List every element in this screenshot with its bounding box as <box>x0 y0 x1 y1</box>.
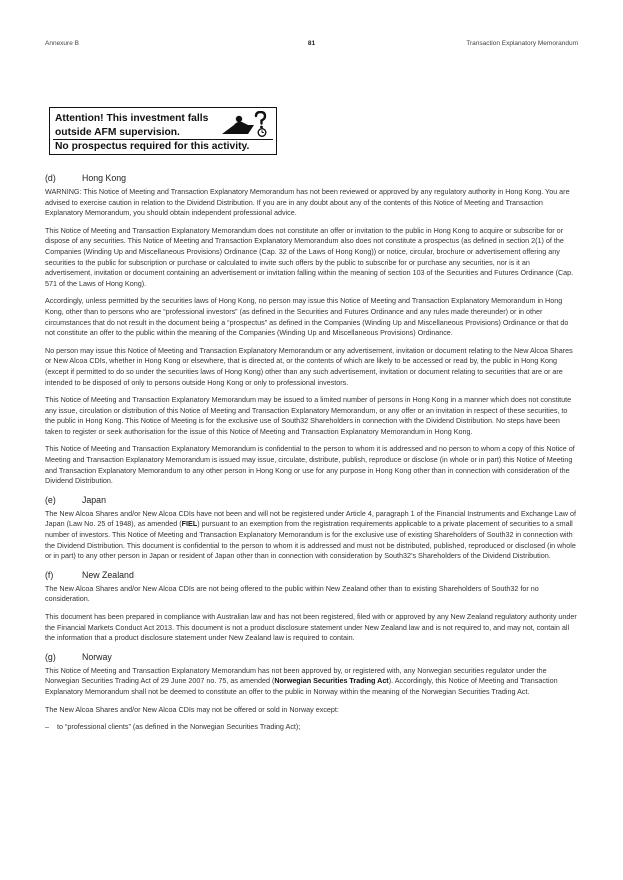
page-number: 81 <box>307 40 316 47</box>
paragraph-text: This Notice of Meeting and Transaction Explanatory Memorandum has not been approved by, or registered with, any Norwegian securities regulator under the Norwegian Securities Trading Act of 29 June 2007 no. 75, as amended ( <box>45 665 547 686</box>
paragraph <box>45 666 578 698</box>
header-annexure-label: Annexure B <box>45 40 79 47</box>
section-heading-new-zealand <box>45 569 578 581</box>
section-title: Japan <box>82 494 106 505</box>
header-document-title: Transaction Explanatory Memorandum <box>466 40 578 47</box>
bullet-dash: – <box>45 722 49 732</box>
section-heading-japan <box>45 494 578 506</box>
section-number: (g) <box>45 651 56 662</box>
paragraph: This document has been prepared in compliance with Australian law and has not been registered, filed with or approved by any New Zealand regulatory authority under the Financial Markets Conduct Act 2013. This document is not a product disclosure statement under New Zealand law and is not required to, and may not, contain all the information that a product disclosure statement under New Zealand law is required to contain. <box>45 612 577 643</box>
paragraph: The New Alcoa Shares and/or New Alcoa CDIs are not being offered to the public within New Zealand other than to existing Shareholders of South32 for no consideration. <box>45 583 539 604</box>
paragraph: WARNING: This Notice of Meeting and Transaction Explanatory Memorandum has not been reviewed or approved by any regulatory authority in Hong Kong. You are advised to exercise caution in relation to the Dividend Distribution. If you are in any doubt about any of the contents of this Notice of Meeting and Transaction Explanatory Memorandum, you should obtain independent professional advice. <box>45 187 570 218</box>
section-heading-hong-kong <box>45 172 578 184</box>
paragraph-text: The New Alcoa Shares and/or New Alcoa CDIs have not been and will not be registered under Article 4, paragraph 1 of the Financial Instruments and Exchange Law of Japan (Law No. 25 of 1948), as amended ( <box>45 508 576 529</box>
paragraph: No person may issue this Notice of Meeting and Transaction Explanatory Memorandum or any advertisement, invitation or document relating to the New Alcoa Shares or New Alcoa CDIs, whether in Hong Kong or elsewhere, that is directed at, or the contents of which are likely to be accessed or read by, the public in Hong Kong (except if permitted to do so under the securities laws of Hong Kong) other than any such advertisement, invitation or document relating to securities that are or are intended to be disposed of only to persons outside Hong Kong or only to professional investors. <box>45 345 573 387</box>
paragraph-text: ). Accordingly, this Notice of Meeting and Transaction Explanatory Memorandum shall not be deemed to constitute an offer to the public in Norway within the meaning of the Norwegian Securities Trading Act. <box>45 676 558 696</box>
afm-warning-box <box>49 107 277 155</box>
document-body <box>45 172 578 733</box>
section-heading-norway <box>45 651 578 663</box>
defined-term: FIEL <box>181 519 198 529</box>
list-item <box>45 722 578 733</box>
paragraph: This Notice of Meeting and Transaction Explanatory Memorandum does not constitute an offer or invitation to the public in Hong Kong to acquire or subscribe for or dispose of any securities. This Notice of Meeting and Transaction Explanatory Memorandum also does not constitute a prospectus (as defined in section 2(1) of the Companies (Winding Up and Miscellaneous Provisions) Ordinance (Cap. 32 of the Laws of Hong Kong)) or notice, circular, brochure or advertisement offering any securities to the public for subscription or purchase or calculated to invite such offers by the public to subscribe for or purchase any securities, nor is it an advertisement, invitation or document containing an advertisement or invitation falling within the meaning of section 103 of the Securities and Futures Ordinance (Cap. 571 of the Laws of Hong Kong). <box>45 225 574 288</box>
section-title: Norway <box>82 651 112 662</box>
paragraph: The New Alcoa Shares and/or New Alcoa CDIs may not be offered or sold in Norway except: <box>45 704 339 714</box>
paragraph: This Notice of Meeting and Transaction Explanatory Memorandum is confidential to the person to whom it is addressed and no person to whom a copy of this Notice of Meeting and Transaction Explanatory Memorandum is issued may issue, circulate, distribute, publish, reproduce or disclose (in whole or in part) this Notice of Meeting and Transaction Explanatory Memorandum to any other person in Hong Kong or use for any purpose in Hong Kong other than in connection with consideration of the Dividend Distribution. <box>45 444 575 486</box>
section-title: New Zealand <box>82 569 134 580</box>
paragraph: Accordingly, unless permitted by the securities laws of Hong Kong, no person may issue this Notice of Meeting and Transaction Explanatory Memorandum in Hong Kong, other than to persons who are “professional investors” (as defined in the Securities and Futures Ordinance and any rules made thereunder) or in other circumstances that do not result in the document being a “prospectus” as defined in the Companies (Winding Up and Miscellaneous Provisions) Ordinance or that do not constitute an offer to the public within the meaning of the Companies (Winding Up and Miscellaneous Provisions) Ordinance. <box>45 296 569 338</box>
afm-warning-line-2: outside AFM supervision. <box>55 127 180 138</box>
paragraph-text: ) pursuant to an exemption from the registration requirements applicable to a private placement of securities to a small number of investors. This Notice of Meeting and Transaction Explanatory Memorandum is for the exclusive use of existing Shareholders of South32 in connection with the Dividend Distribution. This document is confidential to the person to whom it is addressed and must not be distributed, published, reproduced or disclosed (in whole or in part) to any other person in Japan or resident of Japan other than in connection with consideration by South32’s Shareholders of the Dividend Distribution. <box>45 519 576 561</box>
list-item-text: to “professional clients” (as defined in the Norwegian Securities Trading Act); <box>57 722 301 732</box>
afm-warning-figure-icon <box>220 111 270 137</box>
paragraph <box>45 509 578 562</box>
section-number: (f) <box>45 569 54 580</box>
section-number: (e) <box>45 494 56 505</box>
afm-warning-line-3: No prospectus required for this activity. <box>55 141 250 152</box>
afm-warning-line-1: Attention! This investment falls <box>55 113 209 124</box>
page-header <box>45 40 578 52</box>
defined-term: Norwegian Securities Trading Act <box>274 676 389 686</box>
section-number: (d) <box>45 173 56 183</box>
paragraph: This Notice of Meeting and Transaction Explanatory Memorandum may be issued to a limited number of persons in Hong Kong in a manner which does not constitute any issue, circulation or distribution of this Notice of Meeting and Transaction Explanatory Memorandum, or any offer or an invitation in respect of these securities, to the public in Hong Kong. This Notice of Meeting is for the exclusive use of South32 Shareholders in connection with the Dividend Distribution. No steps have been taken to register or seek authorisation for the issue of this Notice of Meeting and Transaction Explanatory Memorandum in Hong Kong. <box>45 395 572 436</box>
section-title: Hong Kong <box>82 173 127 183</box>
